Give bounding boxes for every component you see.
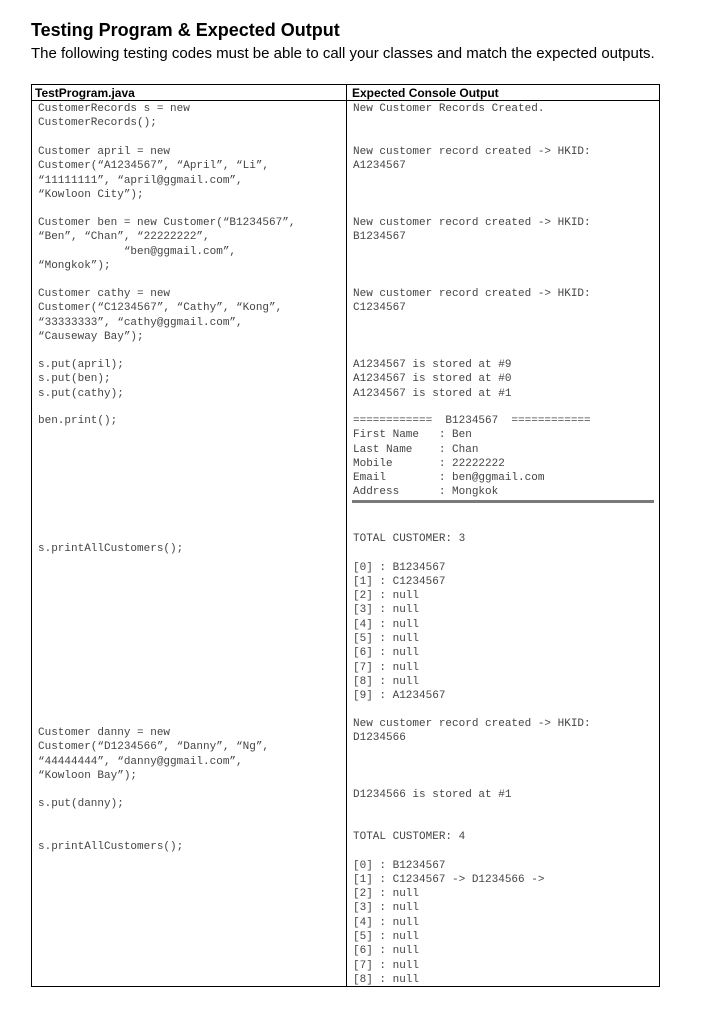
test-code-put-customers: s.put(april); s.put(ben); s.put(cathy); — [38, 359, 124, 400]
header-divider — [31, 100, 660, 101]
output-put-customers: A1234567 is stored at #9 A1234567 is stored at #0 A1234567 is stored at #1 — [353, 359, 512, 400]
document-intro: The following testing codes must be able to call your classes and match the expected outputs. — [31, 45, 655, 62]
test-code-create-records: CustomerRecords s = new CustomerRecords(); — [38, 103, 190, 130]
document-title: Testing Program & Expected Output — [31, 20, 340, 40]
column-divider — [346, 84, 347, 987]
test-code-print-all-1: s.printAllCustomers(); — [38, 543, 184, 555]
output-customer-cathy: New customer record created -> HKID: C1234567 — [353, 288, 591, 315]
output-customer-april: New customer record created -> HKID: A1234567 — [353, 146, 591, 173]
output-customer-danny: New customer record created -> HKID: D1234566 — [353, 718, 591, 745]
test-code-customer-danny: Customer danny = new Customer(“D1234566”, “Danny”, “Ng”, “44444444”, “danny@ggmail.com”, “Kowloon Bay”); — [38, 727, 270, 782]
test-code-customer-april: Customer april = new Customer(“A1234567”, “April”, “Li”, “11111111”, “april@ggmail.com”, “Kowloon City”); — [38, 146, 270, 201]
test-code-print-all-2: s.printAllCustomers(); — [38, 841, 184, 853]
header-test-program: TestProgram.java — [35, 86, 135, 100]
test-code-put-danny: s.put(danny); — [38, 798, 124, 810]
header-expected-output: Expected Console Output — [352, 86, 499, 100]
output-create-records: New Customer Records Created. — [353, 103, 545, 115]
test-code-customer-cathy: Customer cathy = new Customer(“C1234567”, “Cathy”, “Kong”, “33333333”, “cathy@ggmail.com”, “Causeway Bay”); — [38, 288, 283, 343]
output-put-danny: D1234566 is stored at #1 — [353, 789, 512, 801]
test-code-ben-print: ben.print(); — [38, 415, 118, 427]
print-block-underline — [352, 500, 654, 503]
test-code-customer-ben: Customer ben = new Customer(“B1234567”, “Ben”, “Chan”, “22222222”, “ben@ggmail.com”, “Mongkok”); — [38, 217, 296, 272]
output-print-all-2: TOTAL CUSTOMER: 4 [0] : B1234567 [1] : C1234567 -> D1234566 -> [2] : null [3] : null [4] : null [5] : null [6] : null [7] : null [8] : null — [353, 831, 545, 986]
output-customer-ben: New customer record created -> HKID: B1234567 — [353, 217, 591, 244]
output-print-all-1: TOTAL CUSTOMER: 3 [0] : B1234567 [1] : C1234567 [2] : null [3] : null [4] : null [5] : null [6] : null [7] : null [8] : null [9] : A1234567 — [353, 533, 466, 703]
output-ben-print: ============ B1234567 ============ First Name : Ben Last Name : Chan Mobile : 22222222 Email : ben@ggmail.com Address : Mongkok — [353, 415, 591, 499]
